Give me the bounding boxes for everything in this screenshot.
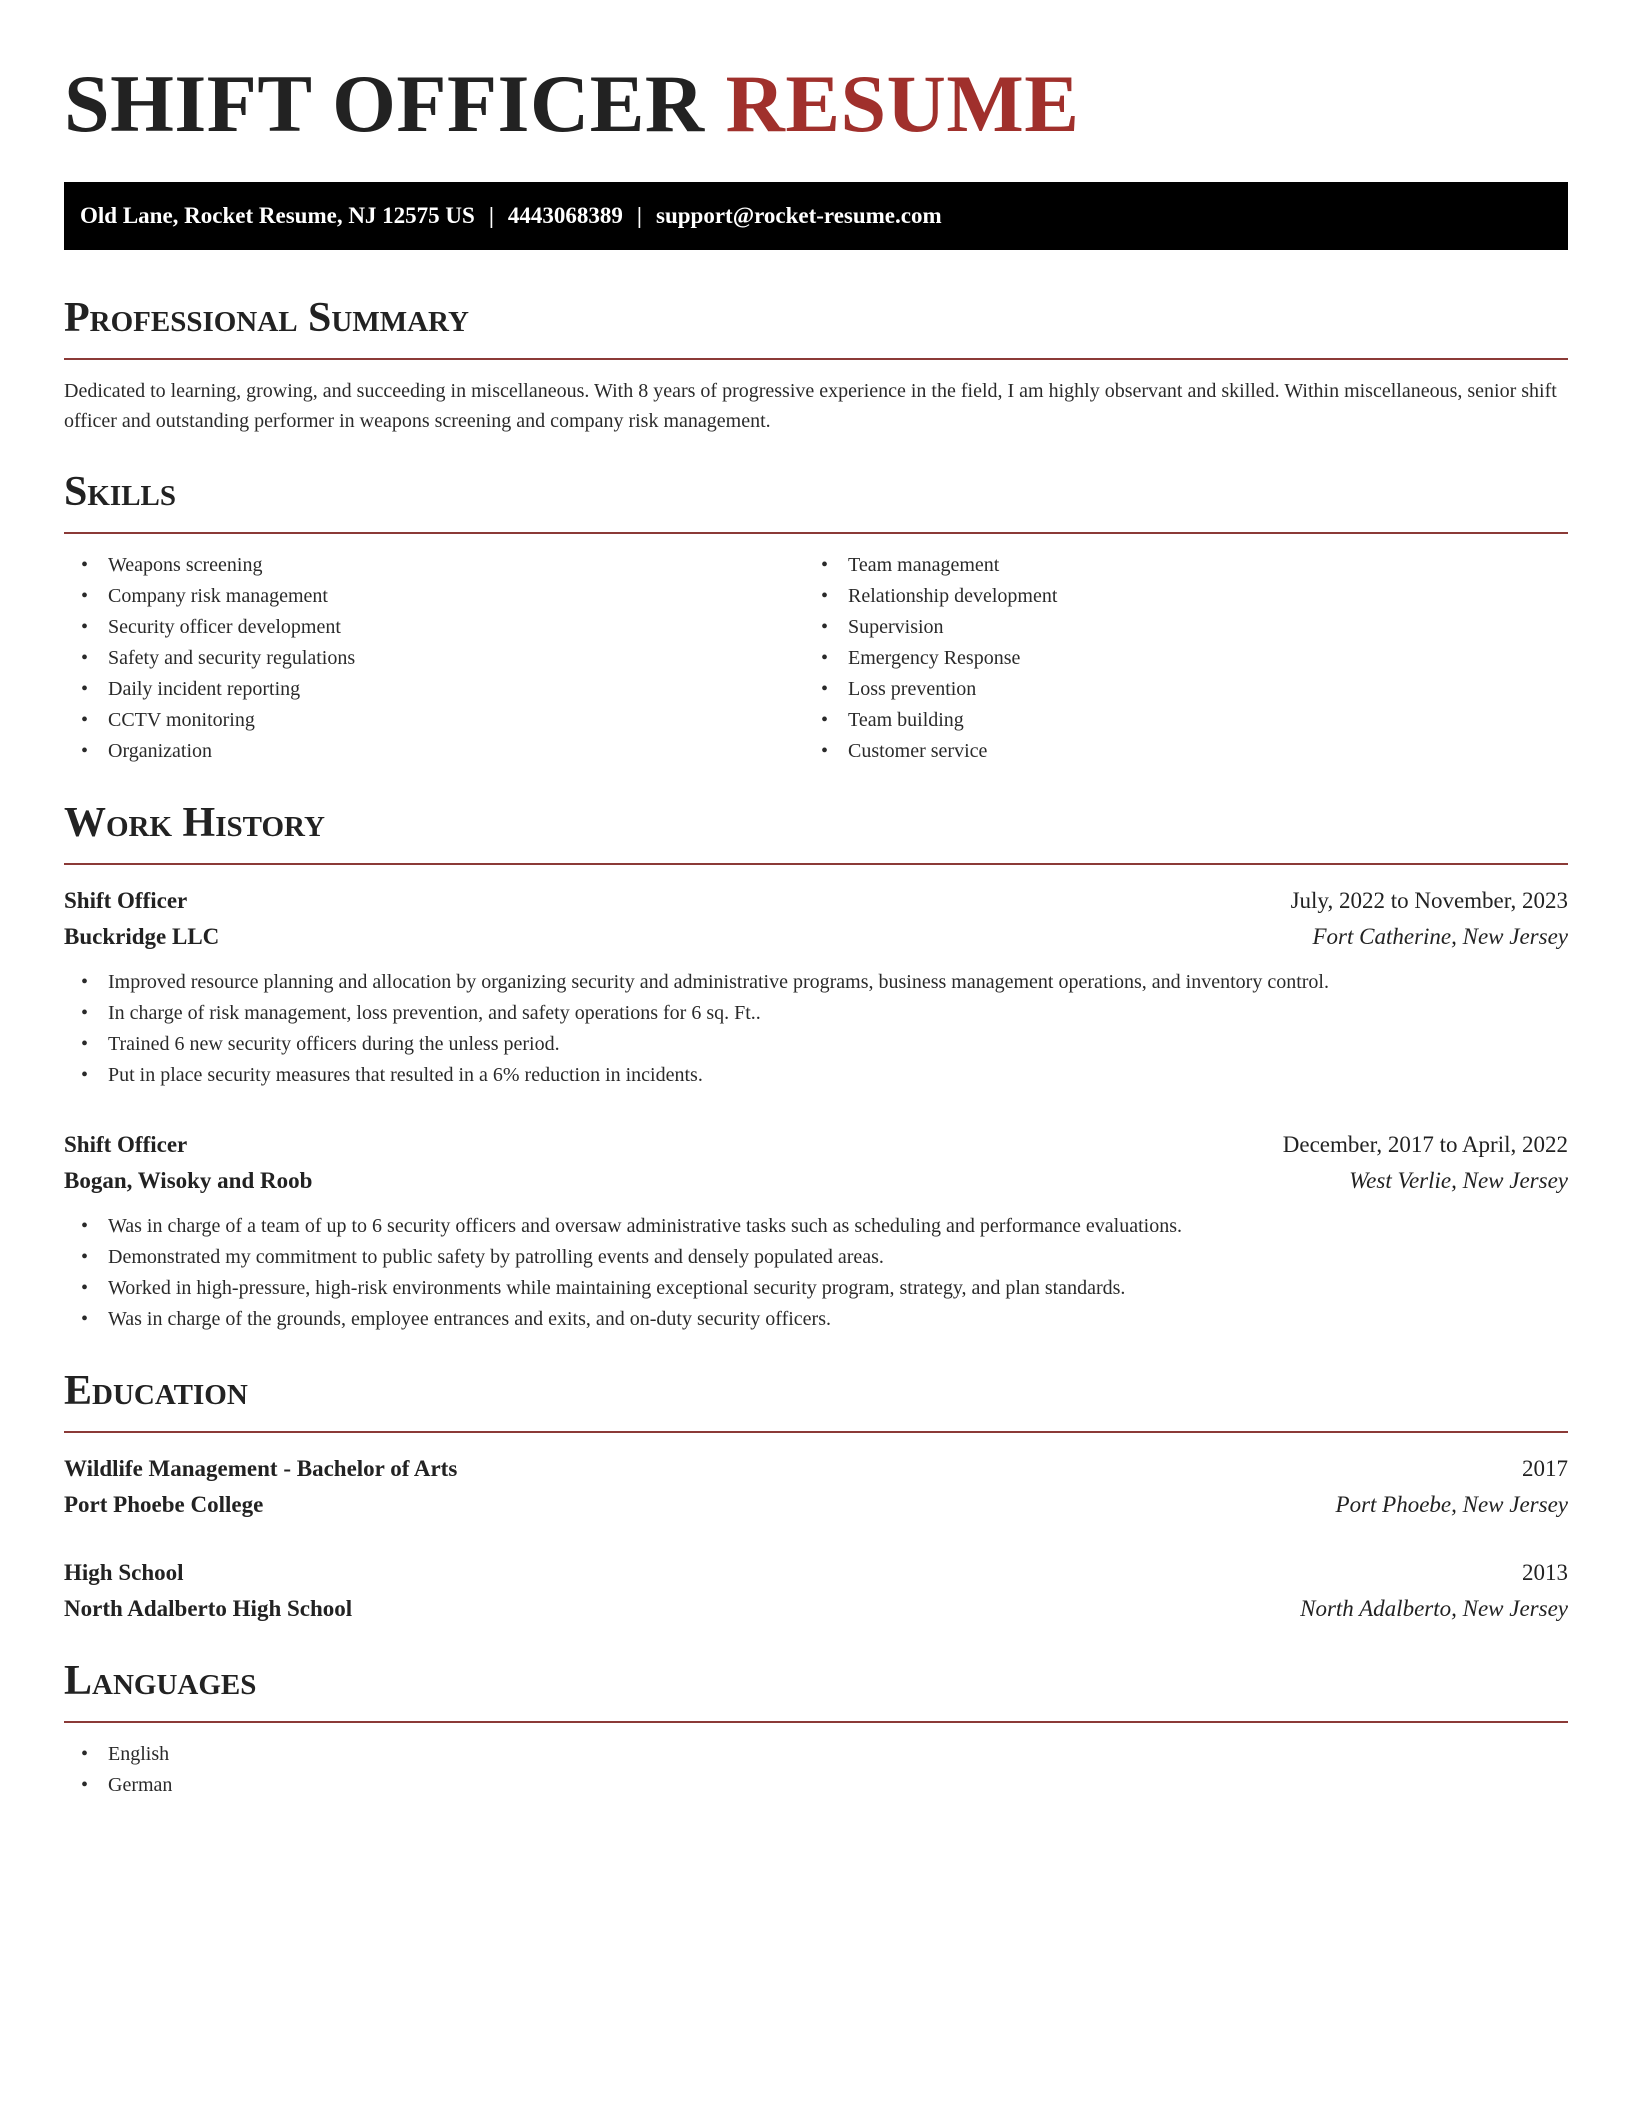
contact-address: Old Lane, Rocket Resume, NJ 12575 US bbox=[80, 203, 475, 228]
skill-item: • Company risk management bbox=[64, 581, 804, 612]
contact-separator: | bbox=[636, 203, 642, 228]
job-company-row bbox=[64, 1163, 1568, 1199]
job-dates: July, 2022 to November, 2023 bbox=[1290, 888, 1568, 913]
summary-heading: Professional Summary bbox=[64, 294, 1568, 360]
skill-item: • Team building bbox=[804, 705, 1544, 736]
skill-item: • Team management bbox=[804, 550, 1544, 581]
job-entry bbox=[64, 1127, 1568, 1335]
job-company-row bbox=[64, 919, 1568, 955]
summary-section bbox=[64, 294, 1568, 436]
job-location: Fort Catherine, New Jersey bbox=[1312, 924, 1568, 949]
skill-item: • Security officer development bbox=[64, 612, 804, 643]
skill-item: • Organization bbox=[64, 736, 804, 767]
education-school-row bbox=[64, 1591, 1568, 1627]
languages-section bbox=[64, 1657, 1568, 1801]
job-bullets bbox=[64, 1211, 1568, 1335]
education-school: North Adalberto High School bbox=[64, 1596, 353, 1621]
skill-item: • Daily incident reporting bbox=[64, 674, 804, 705]
job-title: Shift Officer bbox=[64, 1132, 188, 1157]
contact-separator: | bbox=[488, 203, 494, 228]
job-bullet: • Demonstrated my commitment to public safety by patrolling events and densely populated areas. bbox=[64, 1242, 1568, 1273]
skill-item: • Weapons screening bbox=[64, 550, 804, 581]
job-dates: December, 2017 to April, 2022 bbox=[1282, 1132, 1568, 1157]
skill-item: • CCTV monitoring bbox=[64, 705, 804, 736]
job-bullet: • In charge of risk management, loss prevention, and safety operations for 6 sq. Ft.. bbox=[64, 998, 1568, 1029]
education-year: 2017 bbox=[1522, 1456, 1568, 1481]
job-bullet: • Was in charge of a team of up to 6 security officers and oversaw administrative tasks such as scheduling and performance evaluations. bbox=[64, 1211, 1568, 1242]
job-header-row bbox=[64, 1127, 1568, 1163]
skills-section bbox=[64, 468, 1568, 767]
title-main: SHIFT OFFICER bbox=[64, 58, 705, 149]
skill-item: • Loss prevention bbox=[804, 674, 1544, 705]
job-company: Bogan, Wisoky and Roob bbox=[64, 1168, 313, 1193]
job-company: Buckridge LLC bbox=[64, 924, 220, 949]
education-entry bbox=[64, 1555, 1568, 1627]
job-bullet: • Was in charge of the grounds, employee entrances and exits, and on-duty security officers. bbox=[64, 1304, 1568, 1335]
job-entry bbox=[64, 883, 1568, 1091]
education-year: 2013 bbox=[1522, 1560, 1568, 1585]
skills-list-right bbox=[804, 550, 1544, 767]
education-degree: High School bbox=[64, 1560, 184, 1585]
education-degree: Wildlife Management - Bachelor of Arts bbox=[64, 1456, 458, 1481]
job-bullet: • Worked in high-pressure, high-risk environments while maintaining exceptional security program, strategy, and plan standards. bbox=[64, 1273, 1568, 1304]
job-title: Shift Officer bbox=[64, 888, 188, 913]
job-bullets bbox=[64, 967, 1568, 1091]
resume-title bbox=[64, 0, 1568, 150]
language-item: • German bbox=[64, 1770, 1568, 1801]
education-school: Port Phoebe College bbox=[64, 1492, 264, 1517]
skills-list-left bbox=[64, 550, 804, 767]
skill-item: • Emergency Response bbox=[804, 643, 1544, 674]
job-location: West Verlie, New Jersey bbox=[1349, 1168, 1568, 1193]
education-degree-row bbox=[64, 1451, 1568, 1487]
contact-bar bbox=[64, 182, 1568, 250]
title-accent: RESUME bbox=[725, 58, 1080, 149]
skill-item: • Relationship development bbox=[804, 581, 1544, 612]
skills-heading: Skills bbox=[64, 468, 1568, 534]
job-bullet: • Improved resource planning and allocation by organizing security and administrative programs, business management operations, and inventory control. bbox=[64, 967, 1568, 998]
skill-item: • Supervision bbox=[804, 612, 1544, 643]
education-heading: Education bbox=[64, 1367, 1568, 1433]
skill-item: • Safety and security regulations bbox=[64, 643, 804, 674]
work-history-section bbox=[64, 799, 1568, 1335]
education-degree-row bbox=[64, 1555, 1568, 1591]
skill-item: • Customer service bbox=[804, 736, 1544, 767]
languages-list bbox=[64, 1739, 1568, 1801]
job-header-row bbox=[64, 883, 1568, 919]
job-bullet: • Trained 6 new security officers during the unless period. bbox=[64, 1029, 1568, 1060]
job-bullet: • Put in place security measures that resulted in a 6% reduction in incidents. bbox=[64, 1060, 1568, 1091]
skills-grid bbox=[64, 550, 1568, 767]
education-school-row bbox=[64, 1487, 1568, 1523]
contact-phone[interactable]: 4443068389 bbox=[507, 203, 623, 228]
education-location: Port Phoebe, New Jersey bbox=[1335, 1492, 1568, 1517]
language-item: • English bbox=[64, 1739, 1568, 1770]
education-entry bbox=[64, 1451, 1568, 1523]
summary-text: Dedicated to learning, growing, and succeeding in miscellaneous. With 8 years of progressive experience in the field, I am highly observant and skilled. Within miscellaneous, senior shift officer and outstanding performer in weapons screening and company risk management. bbox=[64, 380, 1557, 432]
education-section bbox=[64, 1367, 1568, 1627]
contact-email[interactable]: support@rocket-resume.com bbox=[656, 203, 942, 228]
languages-heading: Languages bbox=[64, 1657, 1568, 1723]
work-history-heading: Work History bbox=[64, 799, 1568, 865]
education-location: North Adalberto, New Jersey bbox=[1300, 1596, 1568, 1621]
